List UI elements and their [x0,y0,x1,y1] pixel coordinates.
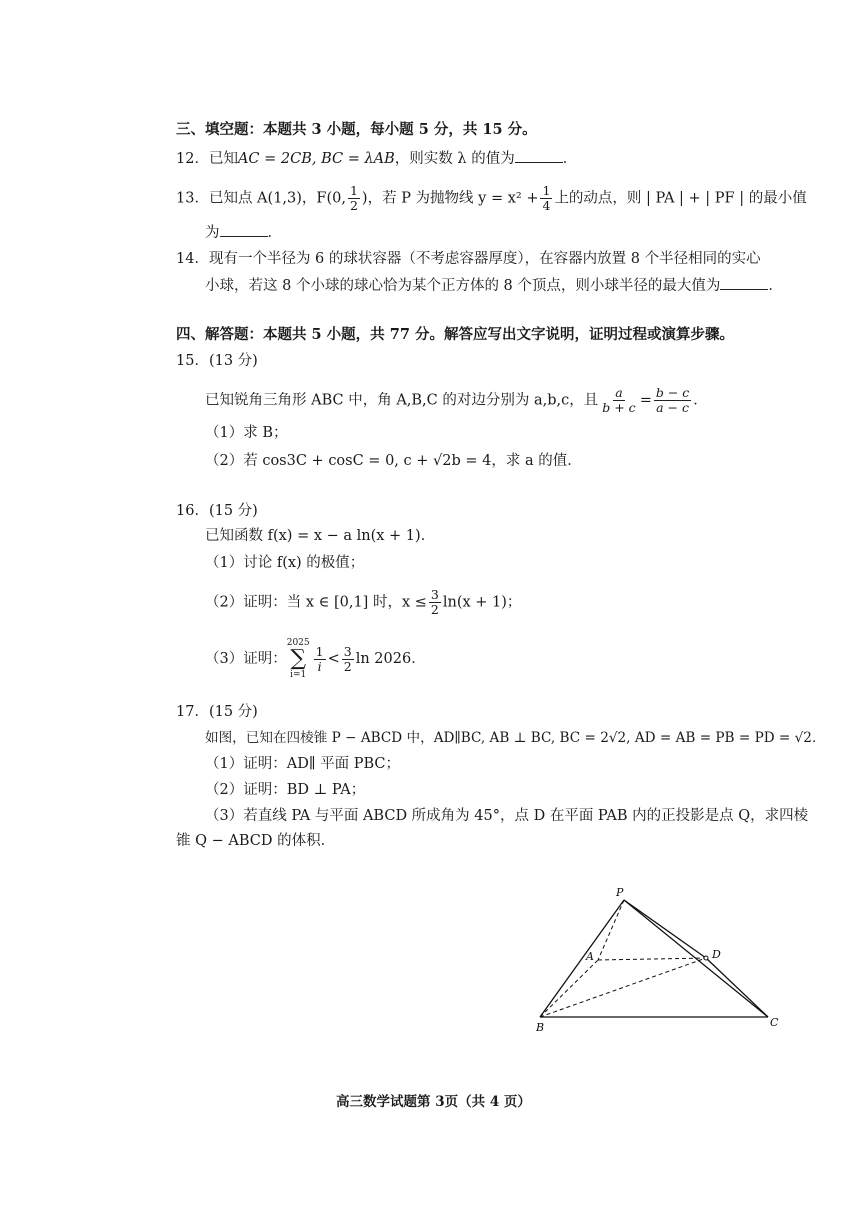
q17-part3-line2: 锥 Q − ABCD 的体积． [176,833,336,849]
q13-frac2-num: 1 [542,183,551,198]
q15-f2-num: b − c [655,385,690,400]
q12-text-b: ，则实数 λ 的值为 [394,151,515,167]
q13-number: 13． [176,190,209,207]
q16-part3 [205,638,426,680]
q14-number: 14． [176,251,209,267]
q17-part3-line1: （3）若直线 PA 与平面 ABCD 所成角为 45°，点 D 在平面 PAB 内的正投影是点 Q，求四棱 [205,808,809,824]
sigma-glyph: ∑ [290,646,307,671]
q15-equals: = [639,392,652,409]
q13-text-b: )，若 P 为抛物线 y = x² + [361,190,539,207]
q15-part1: （1）求 B； [205,425,288,441]
q17-part2: （2）证明：BD ⊥ PA； [205,782,366,798]
q12-expression: AC = 2CB, BC = λAB [237,151,395,167]
q16-p3-b: ln 2026． [355,651,426,667]
edge-BA [540,960,598,1017]
q14-line1: 现有一个半径为 6 的球状容器（不考虑容器厚度），在容器内放置 8 个半径相同的实心 [208,251,761,267]
q15-fraction-1 [600,386,637,415]
label-B: B [536,1021,545,1034]
q16-p3-fraction-2 [342,645,354,674]
edge-AD [598,958,706,960]
q16-p2-a: （2）证明：当 x ∈ [0,1] 时，x ≤ [205,594,427,611]
label-A: A [586,950,594,963]
q16-p3-fraction-1 [314,645,326,674]
q13-fraction-quarter [540,184,552,213]
q15-stem-end: ． [693,392,708,409]
q16-stem: 已知函数 f(x) = x − a ln(x + 1)． [205,528,436,544]
q15-stem-a: 已知锐角三角形 ABC 中，角 A,B,C 的对边分别为 a,b,c，且 [205,392,599,409]
edge-BD [540,958,706,1017]
sum-lower-limit: i=1 [290,670,307,680]
q16-p2-fden: 2 [430,602,439,617]
q15-f1-den: b + c [602,400,636,415]
q15-stem [205,386,708,415]
page-footer: 高三数学试题第 3页（共 4 页） [336,1094,531,1110]
q13-frac-num: 1 [349,183,358,198]
label-P: P [616,886,624,899]
q16-part2 [205,588,521,617]
q15-fraction-2 [654,386,691,415]
q13-frac2-den: 4 [542,198,551,213]
q15-f1-num: a [615,385,623,400]
q17-number: 17．(15 分) [176,704,258,720]
q12-text-a: 已知 [208,151,238,167]
q13-end: ． [267,225,282,241]
question-13 [176,184,807,213]
edge-DC [706,958,768,1017]
q16-number: 16．(15 分) [176,503,258,519]
q16-p2-fnum: 3 [430,587,439,602]
edge-PB [540,900,624,1017]
section4-header: 四、解答题：本题共 5 小题，共 77 分。解答应写出文字说明，证明过程或演算步骤。 [176,326,734,343]
q13-text-d: 为 [205,225,220,241]
q13-frac-den: 2 [349,198,358,213]
question-14 [176,249,761,269]
pyramid-figure [520,880,790,1040]
label-D: D [712,948,721,961]
q16-p2-b: ln(x + 1)； [442,594,522,611]
section3-header: 三、填空题：本题共 3 小题，每小题 5 分，共 15 分。 [176,121,537,138]
q15-number: 15．(13 分) [176,353,258,369]
q16-p3-f2num: 3 [343,643,352,659]
q16-p3-a: （3）证明： [205,651,287,667]
q16-p3-fden: i [317,658,322,674]
q12-answer-blank [515,148,563,163]
q12-end: ． [562,151,578,167]
q16-part1: （1）讨论 f(x) 的极值； [205,555,365,571]
point-D-marker [704,956,708,960]
q15-f2-den: a − c [656,400,689,415]
q12-number: 12． [176,151,209,167]
q15-part2: （2）若 cos3C + cosC = 0, c + √2b = 4，求 a 的值． [205,453,582,469]
q16-p3-fnum: 1 [315,643,324,659]
edge-PD [624,900,706,958]
q14-answer-blank [720,275,768,290]
question-13-cont [205,222,282,243]
q16-p3-f2den: 2 [343,658,352,674]
question-12 [176,148,577,169]
sum-upper-limit: 2025 [286,638,310,648]
question-14-cont [205,275,783,296]
q13-fraction-half [348,184,360,213]
q13-text-a: 已知点 A(1,3)，F(0, [208,190,346,207]
q14-end: ． [768,278,783,294]
q14-line2: 小球，若这 8 个小球的球心恰为某个正方体的 8 个顶点，则小球半径的最大值为 [205,278,721,294]
q13-text-c: 上的动点，则 | PA | + | PF | 的最小值 [554,190,807,207]
label-C: C [770,1016,779,1029]
q17-part1: （1）证明：AD∥ 平面 PBC； [205,756,401,772]
summation-symbol [287,638,310,680]
q16-p3-lt: < [327,651,340,667]
q17-stem: 如图，已知在四棱锥 P − ABCD 中，AD∥BC, AB ⊥ BC, BC = 2√2, AD = AB = PB = PD = √2． [205,730,826,746]
q13-answer-blank [220,222,268,237]
q16-p2-fraction [429,588,441,617]
